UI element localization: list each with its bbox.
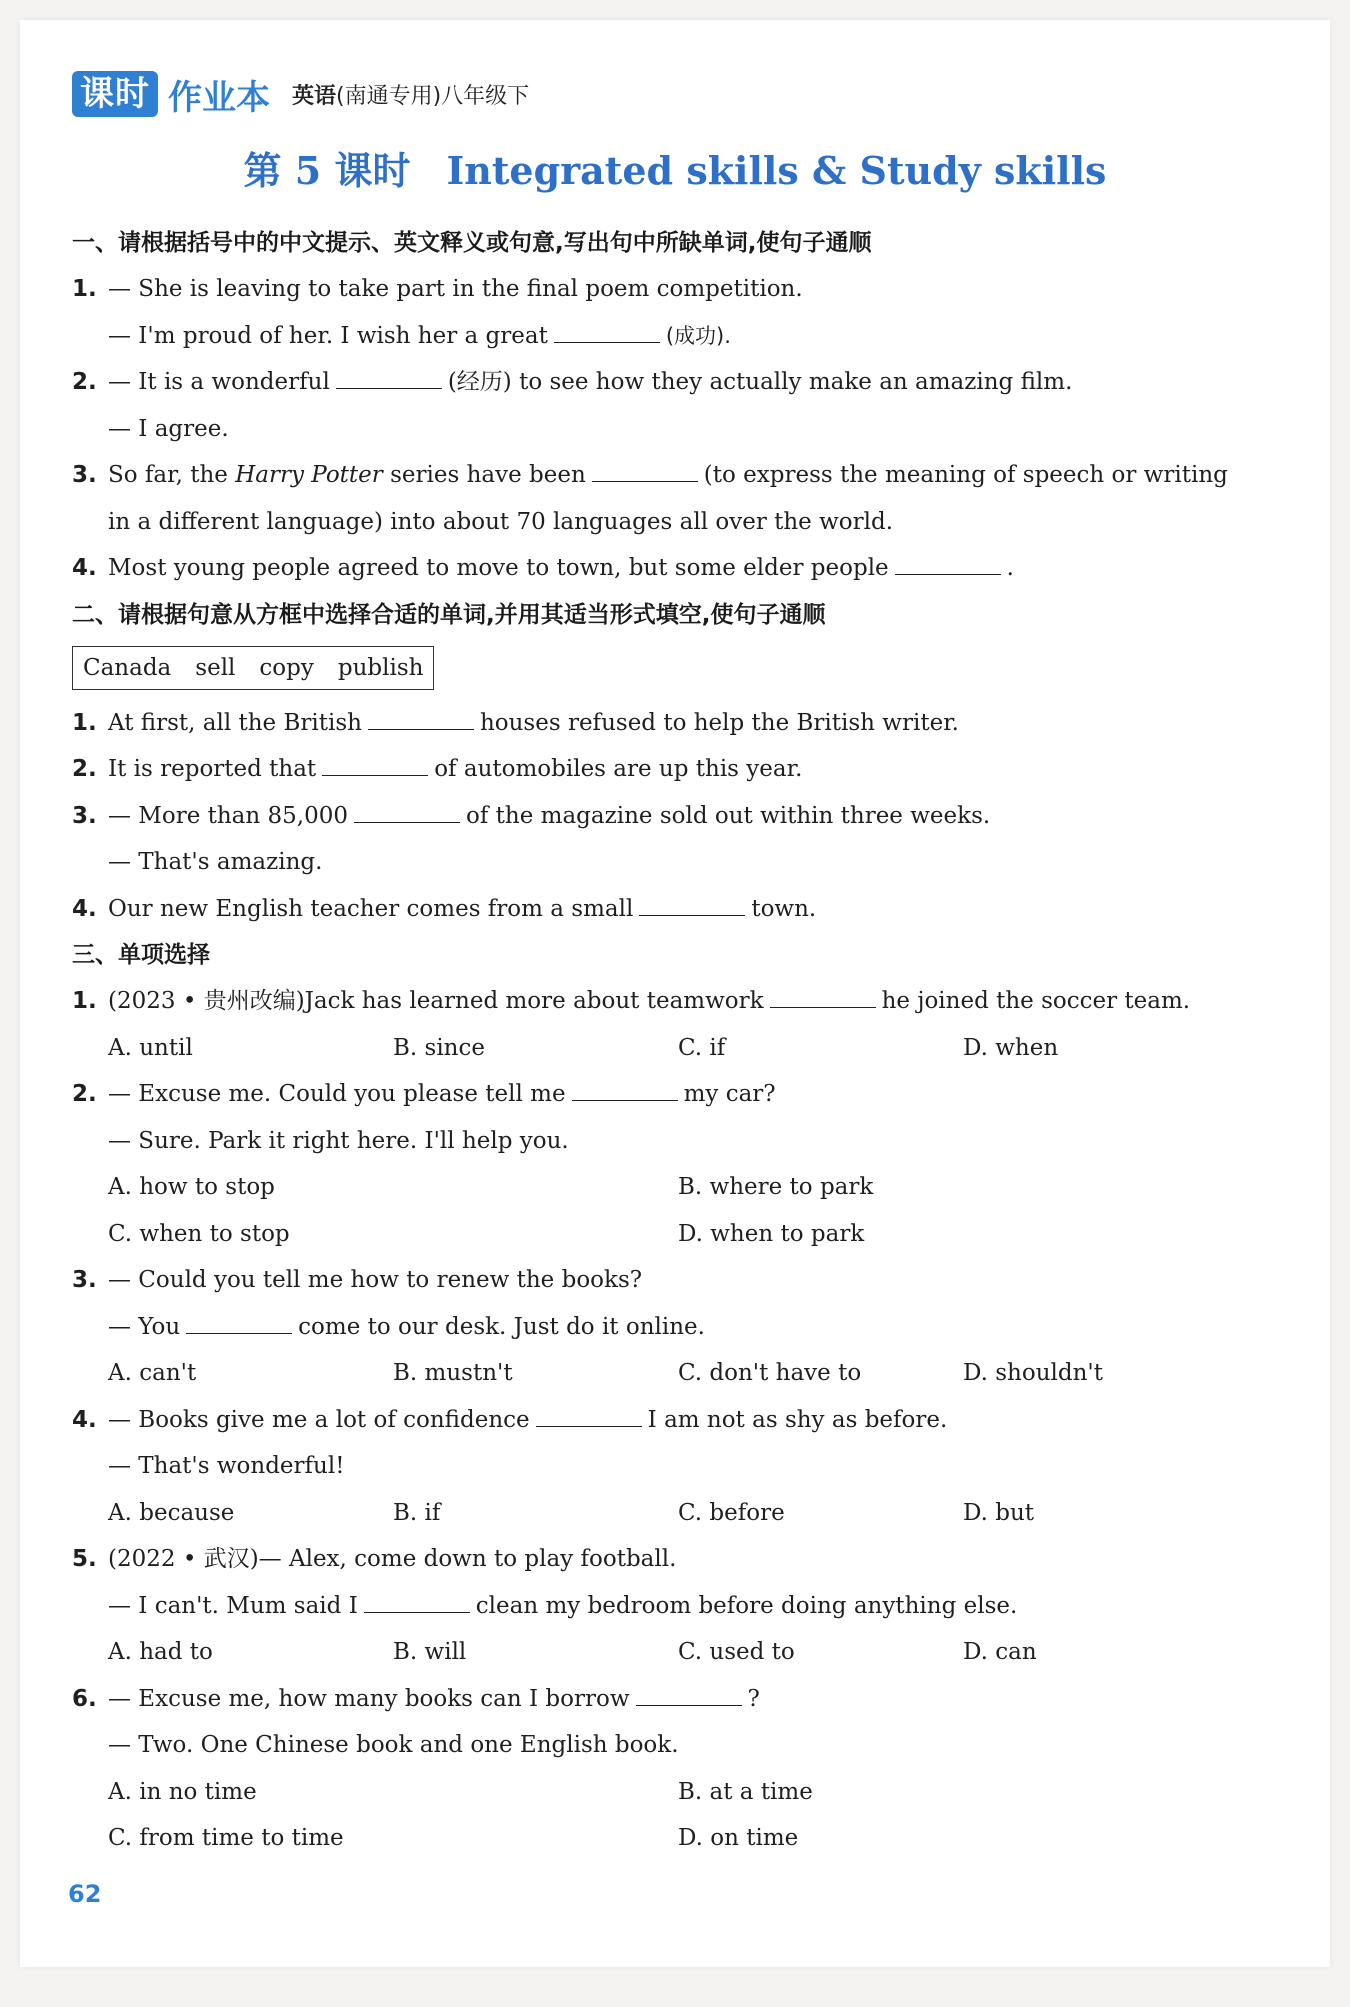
question-number: 3. [72, 1267, 97, 1293]
answer-blank[interactable] [336, 364, 442, 389]
s3-q5-options [72, 1629, 1282, 1676]
s2-q4-text-pre: Our new English teacher comes from a small [108, 895, 634, 922]
option-c[interactable]: C. used to [678, 1639, 795, 1665]
s1-q4-text-post: . [1006, 555, 1014, 581]
s3-q2-text-post: my car? [683, 1081, 776, 1107]
option-a[interactable]: A. had to [108, 1639, 213, 1665]
s3-q5-text-pre: — I can't. Mum said I [108, 1592, 358, 1619]
s3-q3-text: — Could you tell me how to renew the books? [108, 1267, 643, 1293]
s2-q2-text-pre: It is reported that [108, 756, 317, 782]
question-number: 6. [72, 1685, 97, 1712]
subject-label [292, 79, 529, 110]
s1-q1-text-pre: — I'm proud of her. I wish her a great [108, 322, 548, 349]
logo [72, 70, 270, 119]
s3-q2-line1 [72, 1071, 1282, 1118]
answer-blank[interactable] [322, 751, 428, 776]
question-number: 4. [72, 895, 97, 922]
s3-q6-text-post: ? [747, 1685, 760, 1712]
s2-q4-line [72, 886, 1282, 933]
s2-q3-text-pre: — More than 85,000 [108, 802, 348, 829]
option-d[interactable]: D. when [963, 1034, 1059, 1061]
option-d[interactable]: D. can [963, 1639, 1037, 1665]
answer-blank[interactable] [639, 891, 745, 916]
s3-q6-text-pre: — Excuse me, how many books can I borrow [108, 1685, 630, 1712]
s1-q1-line2 [72, 313, 1282, 360]
option-d[interactable]: D. shouldn't [963, 1360, 1103, 1386]
page-number: 62 [68, 1880, 102, 1908]
option-d[interactable]: D. when to park [678, 1220, 865, 1247]
option-c[interactable]: C. when to stop [108, 1220, 290, 1247]
s3-q4-text-pre: — Books give me a lot of confidence [108, 1406, 530, 1433]
s3-q4-options [72, 1490, 1282, 1537]
s1-q3-line1 [72, 452, 1282, 499]
s3-q5-line2 [72, 1583, 1282, 1630]
s3-q4-line2: — That's wonderful! [108, 1453, 345, 1479]
s3-q3-line1 [72, 1257, 1282, 1304]
subject-bold: 英语 [292, 83, 337, 109]
s2-q2-text-post: of automobiles are up this year. [434, 756, 803, 782]
question-number: 3. [72, 462, 97, 488]
s3-q2-text-pre: — Excuse me. Could you please tell me [108, 1081, 566, 1107]
option-a[interactable]: A. can't [108, 1360, 197, 1386]
s3-q2-options-row2 [72, 1211, 1282, 1258]
question-number: 5. [72, 1546, 97, 1572]
question-number: 2. [72, 756, 97, 782]
s2-q3-line1 [72, 793, 1282, 840]
question-number: 1. [72, 988, 97, 1014]
s1-q4-line1 [72, 545, 1282, 592]
section2-heading: 二、请根据句意从方框中选择合适的单词,并用其适当形式填空,使句子通顺 [72, 601, 826, 628]
s2-q3-line2: — That's amazing. [108, 849, 323, 875]
s1-q2-line1 [72, 359, 1282, 406]
option-c[interactable]: C. don't have to [678, 1360, 862, 1386]
logo-text: 作业本 [168, 77, 270, 118]
s3-q6-line1 [72, 1676, 1282, 1723]
option-b[interactable]: B. mustn't [393, 1360, 513, 1386]
option-d[interactable]: D. but [963, 1499, 1035, 1526]
answer-blank[interactable] [364, 1588, 470, 1613]
word-bank [72, 646, 434, 690]
s3-q3-options [72, 1350, 1282, 1397]
s3-q3-text-post: come to our desk. Just do it online. [298, 1313, 705, 1340]
answer-blank[interactable] [770, 983, 876, 1008]
option-b[interactable]: B. at a time [678, 1778, 813, 1805]
book-title: Harry Potter [235, 462, 383, 488]
s1-q1-hint: (成功). [665, 323, 731, 348]
option-b[interactable]: B. since [393, 1034, 485, 1061]
s1-q2-text-post: (经历) to see how they actually make an amazing film. [447, 369, 1073, 395]
question-number: 4. [72, 555, 97, 581]
answer-blank[interactable] [554, 318, 660, 343]
section1-heading: 一、请根据括号中的中文提示、英文释义或句意,写出句中所缺单词,使句子通顺 [72, 230, 872, 256]
s3-q1-text-pre: (2023 • 贵州改编)Jack has learned more about teamwork [108, 988, 764, 1014]
s1-q3-line2: in a different language) into about 70 languages all over the world. [108, 508, 894, 535]
s3-q3-text-pre: — You [108, 1313, 181, 1340]
question-number: 3. [72, 802, 97, 829]
page [20, 20, 1330, 1967]
s3-q5-line1 [72, 1536, 1282, 1583]
s3-q3-line2 [72, 1304, 1282, 1351]
section3-heading: 三、单项选择 [72, 942, 210, 968]
question-number: 2. [72, 1081, 97, 1107]
answer-blank[interactable] [354, 798, 460, 823]
option-a[interactable]: A. how to stop [108, 1174, 275, 1200]
s1-q3-text-post: (to express the meaning of speech or writing [703, 462, 1228, 488]
question-number: 1. [72, 276, 97, 302]
answer-blank[interactable] [895, 550, 1001, 575]
answer-blank[interactable] [592, 457, 698, 482]
question-number: 1. [72, 709, 97, 736]
s3-q6-line2: — Two. One Chinese book and one English book. [108, 1732, 679, 1758]
subject-rest: (南通专用)八年级下 [336, 83, 530, 109]
s1-q1-text: — She is leaving to take part in the final poem competition. [108, 276, 803, 302]
option-b[interactable]: B. if [393, 1499, 441, 1526]
s3-q2-options-row1 [72, 1164, 1282, 1211]
word-bank-item: sell [195, 654, 236, 681]
word-bank-item: publish [337, 654, 424, 681]
s3-q4-text-post: I am not as shy as before. [647, 1406, 948, 1433]
option-a[interactable]: A. because [108, 1499, 235, 1526]
s1-q3-text-pre: So far, the [108, 462, 228, 488]
s3-q1-line [72, 978, 1282, 1025]
answer-blank[interactable] [572, 1076, 678, 1101]
s2-q1-text-pre: At first, all the British [108, 709, 362, 736]
word-bank-item: copy [259, 654, 314, 681]
answer-blank[interactable] [186, 1309, 292, 1334]
s3-q4-line1 [72, 1397, 1282, 1444]
word-bank-item: Canada [83, 654, 172, 681]
lesson-title-cn: 第 5 课时 [243, 148, 411, 193]
s1-q1-line1 [72, 266, 1282, 313]
s3-q6-options-row1 [72, 1769, 1282, 1816]
s2-q2-line [72, 746, 1282, 793]
s3-q2-line2: — Sure. Park it right here. I'll help you. [108, 1127, 569, 1154]
s1-q2-line2: — I agree. [108, 415, 229, 442]
question-number: 2. [72, 369, 97, 395]
s1-q2-text-pre: — It is a wonderful [108, 369, 330, 395]
header [72, 64, 529, 124]
lesson-title [20, 140, 1330, 195]
content [72, 220, 1282, 1862]
option-b[interactable]: B. will [393, 1639, 467, 1665]
option-a[interactable]: A. until [108, 1034, 193, 1061]
answer-blank[interactable] [536, 1402, 642, 1427]
answer-blank[interactable] [368, 705, 474, 730]
answer-blank[interactable] [636, 1681, 742, 1706]
s3-q5-text-post: clean my bedroom before doing anything else. [475, 1592, 1018, 1619]
s1-q4-text-pre: Most young people agreed to move to town, but some elder people [108, 555, 889, 581]
s3-q6-options-row2 [72, 1815, 1282, 1862]
option-c[interactable]: C. from time to time [108, 1825, 344, 1851]
s2-q1-line [72, 700, 1282, 747]
option-b[interactable]: B. where to park [678, 1174, 874, 1200]
question-number: 4. [72, 1406, 97, 1433]
s3-q1-options [72, 1025, 1282, 1072]
s3-q5-text: (2022 • 武汉)— Alex, come down to play football. [108, 1546, 677, 1572]
option-c[interactable]: C. before [678, 1499, 785, 1526]
s2-q3-text-post: of the magazine sold out within three weeks. [466, 802, 991, 829]
logo-badge: 课时 [72, 71, 158, 117]
lesson-title-en: Integrated skills & Study skills [446, 148, 1107, 193]
s2-q1-text-post: houses refused to help the British writer. [479, 709, 959, 736]
s3-q1-text-post: he joined the soccer team. [881, 988, 1191, 1014]
option-c[interactable]: C. if [678, 1034, 726, 1061]
option-d[interactable]: D. on time [678, 1825, 799, 1851]
option-a[interactable]: A. in no time [108, 1778, 257, 1805]
s1-q3-text-mid: series have been [390, 462, 586, 488]
s2-q4-text-post: town. [751, 895, 817, 922]
